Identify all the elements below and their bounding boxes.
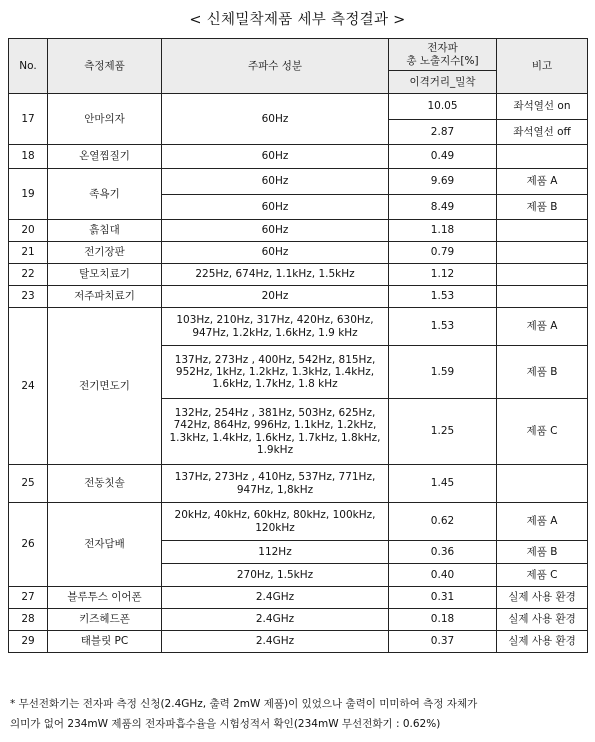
table-row [9, 220, 588, 242]
cell-note: 제품 B [497, 195, 588, 220]
header-exposure [389, 39, 497, 71]
cell-product: 탈모치료기 [48, 264, 162, 286]
table-row [9, 609, 588, 631]
cell-no: 23 [9, 286, 48, 308]
cell-product: 온열찜질기 [48, 145, 162, 169]
cell-note [497, 220, 588, 242]
cell-frequency: 60Hz [162, 242, 389, 264]
cell-note: 실제 사용 환경 [497, 609, 588, 631]
header-frequency: 주파수 성분 [162, 39, 389, 94]
cell-no: 18 [9, 145, 48, 169]
cell-frequency: 137Hz, 273Hz , 400Hz, 542Hz, 815Hz, 952Hz, 1kHz, 1.2kHz, 1.3kHz, 1.4kHz, 1.6kHz, 1.7kHz, 1.8 kHz [162, 346, 389, 399]
cell-exposure: 0.62 [389, 503, 497, 541]
cell-exposure: 0.37 [389, 631, 497, 653]
footnote-line-1: * 무선전화기는 전자파 측정 신청(2.4GHz, 출력 2mW 제품)이 있었으나 출력이 미미하여 측정 자체가 [10, 698, 478, 710]
cell-note: 제품 A [497, 169, 588, 195]
cell-product: 태블릿 PC [48, 631, 162, 653]
cell-note: 좌석열선 off [497, 120, 588, 145]
cell-exposure: 9.69 [389, 169, 497, 195]
cell-exposure: 10.05 [389, 94, 497, 120]
cell-note: 제품 C [497, 564, 588, 587]
cell-frequency: 225Hz, 674Hz, 1.1kHz, 1.5kHz [162, 264, 389, 286]
cell-product: 흙침대 [48, 220, 162, 242]
cell-note [497, 264, 588, 286]
cell-exposure: 0.40 [389, 564, 497, 587]
table-row [9, 587, 588, 609]
table-row [9, 631, 588, 653]
cell-exposure: 0.79 [389, 242, 497, 264]
cell-frequency: 2.4GHz [162, 609, 389, 631]
cell-no: 29 [9, 631, 48, 653]
cell-product: 족욕기 [48, 169, 162, 220]
cell-frequency: 112Hz [162, 541, 389, 564]
cell-note: 좌석열선 on [497, 94, 588, 120]
table-row [9, 94, 588, 120]
cell-product: 안마의자 [48, 94, 162, 145]
cell-product: 전기장판 [48, 242, 162, 264]
cell-note: 실제 사용 환경 [497, 587, 588, 609]
cell-exposure: 1.45 [389, 465, 497, 503]
cell-product: 전동칫솔 [48, 465, 162, 503]
cell-frequency: 20Hz [162, 286, 389, 308]
header-distance: 이격거리_밀착 [389, 71, 497, 94]
cell-frequency: 60Hz [162, 195, 389, 220]
cell-no: 26 [9, 503, 48, 587]
cell-product: 블루투스 이어폰 [48, 587, 162, 609]
cell-frequency: 60Hz [162, 220, 389, 242]
table-row [9, 169, 588, 195]
cell-no: 17 [9, 94, 48, 145]
cell-no: 24 [9, 308, 48, 465]
cell-no: 28 [9, 609, 48, 631]
cell-no: 27 [9, 587, 48, 609]
header-exposure-line1: 전자파 [427, 42, 458, 55]
cell-note: 실제 사용 환경 [497, 631, 588, 653]
cell-no: 20 [9, 220, 48, 242]
cell-no: 22 [9, 264, 48, 286]
cell-no: 21 [9, 242, 48, 264]
table-row [9, 308, 588, 346]
cell-frequency: 137Hz, 273Hz , 410Hz, 537Hz, 771Hz, 947Hz, 1,8kHz [162, 465, 389, 503]
cell-exposure: 0.36 [389, 541, 497, 564]
cell-product: 전자담배 [48, 503, 162, 587]
cell-exposure: 2.87 [389, 120, 497, 145]
cell-exposure: 8.49 [389, 195, 497, 220]
cell-exposure: 1.59 [389, 346, 497, 399]
cell-frequency: 270Hz, 1.5kHz [162, 564, 389, 587]
cell-exposure: 1.12 [389, 264, 497, 286]
cell-exposure: 0.18 [389, 609, 497, 631]
cell-frequency: 2.4GHz [162, 587, 389, 609]
cell-no: 19 [9, 169, 48, 220]
cell-note [497, 145, 588, 169]
cell-no: 25 [9, 465, 48, 503]
cell-product: 키즈헤드폰 [48, 609, 162, 631]
table-row [9, 465, 588, 503]
cell-note [497, 242, 588, 264]
cell-frequency: 103Hz, 210Hz, 317Hz, 420Hz, 630Hz, 947Hz, 1.2kHz, 1.6kHz, 1.9 kHz [162, 308, 389, 346]
table-row [9, 286, 588, 308]
cell-exposure: 1.53 [389, 308, 497, 346]
header-note: 비고 [497, 39, 588, 94]
cell-note: 제품 C [497, 399, 588, 465]
table-row [9, 145, 588, 169]
cell-exposure: 0.31 [389, 587, 497, 609]
cell-exposure: 1.25 [389, 399, 497, 465]
cell-exposure: 1.18 [389, 220, 497, 242]
cell-note [497, 286, 588, 308]
footnote [10, 694, 588, 734]
table-body [9, 94, 588, 653]
cell-frequency: 60Hz [162, 94, 389, 145]
table-header [9, 39, 588, 94]
cell-exposure: 0.49 [389, 145, 497, 169]
page-title: < 신체밀착제품 세부 측정결과 > [189, 12, 406, 28]
cell-note: 제품 B [497, 346, 588, 399]
cell-frequency: 20kHz, 40kHz, 60kHz, 80kHz, 100kHz, 120kHz [162, 503, 389, 541]
cell-note: 제품 A [497, 503, 588, 541]
cell-product: 전기면도기 [48, 308, 162, 465]
cell-frequency: 132Hz, 254Hz , 381Hz, 503Hz, 625Hz, 742Hz, 864Hz, 996Hz, 1.1kHz, 1.2kHz, 1.3kHz, 1.4kHz, 1.6kHz, 1.7kHz, 1.8kHz, 1.9kHz [162, 399, 389, 465]
table-row [9, 503, 588, 541]
table-row [9, 242, 588, 264]
cell-note: 제품 B [497, 541, 588, 564]
cell-note: 제품 A [497, 308, 588, 346]
cell-note [497, 465, 588, 503]
cell-exposure: 1.53 [389, 286, 497, 308]
header-exposure-line2: 총 노출지수[%] [406, 54, 479, 67]
footnote-line-2: 의미가 없어 234mW 제품의 전자파흡수율을 시험성적서 확인(234mW 무선전화기 : 0.62%) [10, 718, 441, 730]
measurement-table [8, 38, 588, 653]
header-product: 측정제품 [48, 39, 162, 94]
header-no: No. [9, 39, 48, 94]
table-row [9, 264, 588, 286]
cell-frequency: 60Hz [162, 169, 389, 195]
cell-frequency: 2.4GHz [162, 631, 389, 653]
cell-frequency: 60Hz [162, 145, 389, 169]
cell-product: 저주파치료기 [48, 286, 162, 308]
